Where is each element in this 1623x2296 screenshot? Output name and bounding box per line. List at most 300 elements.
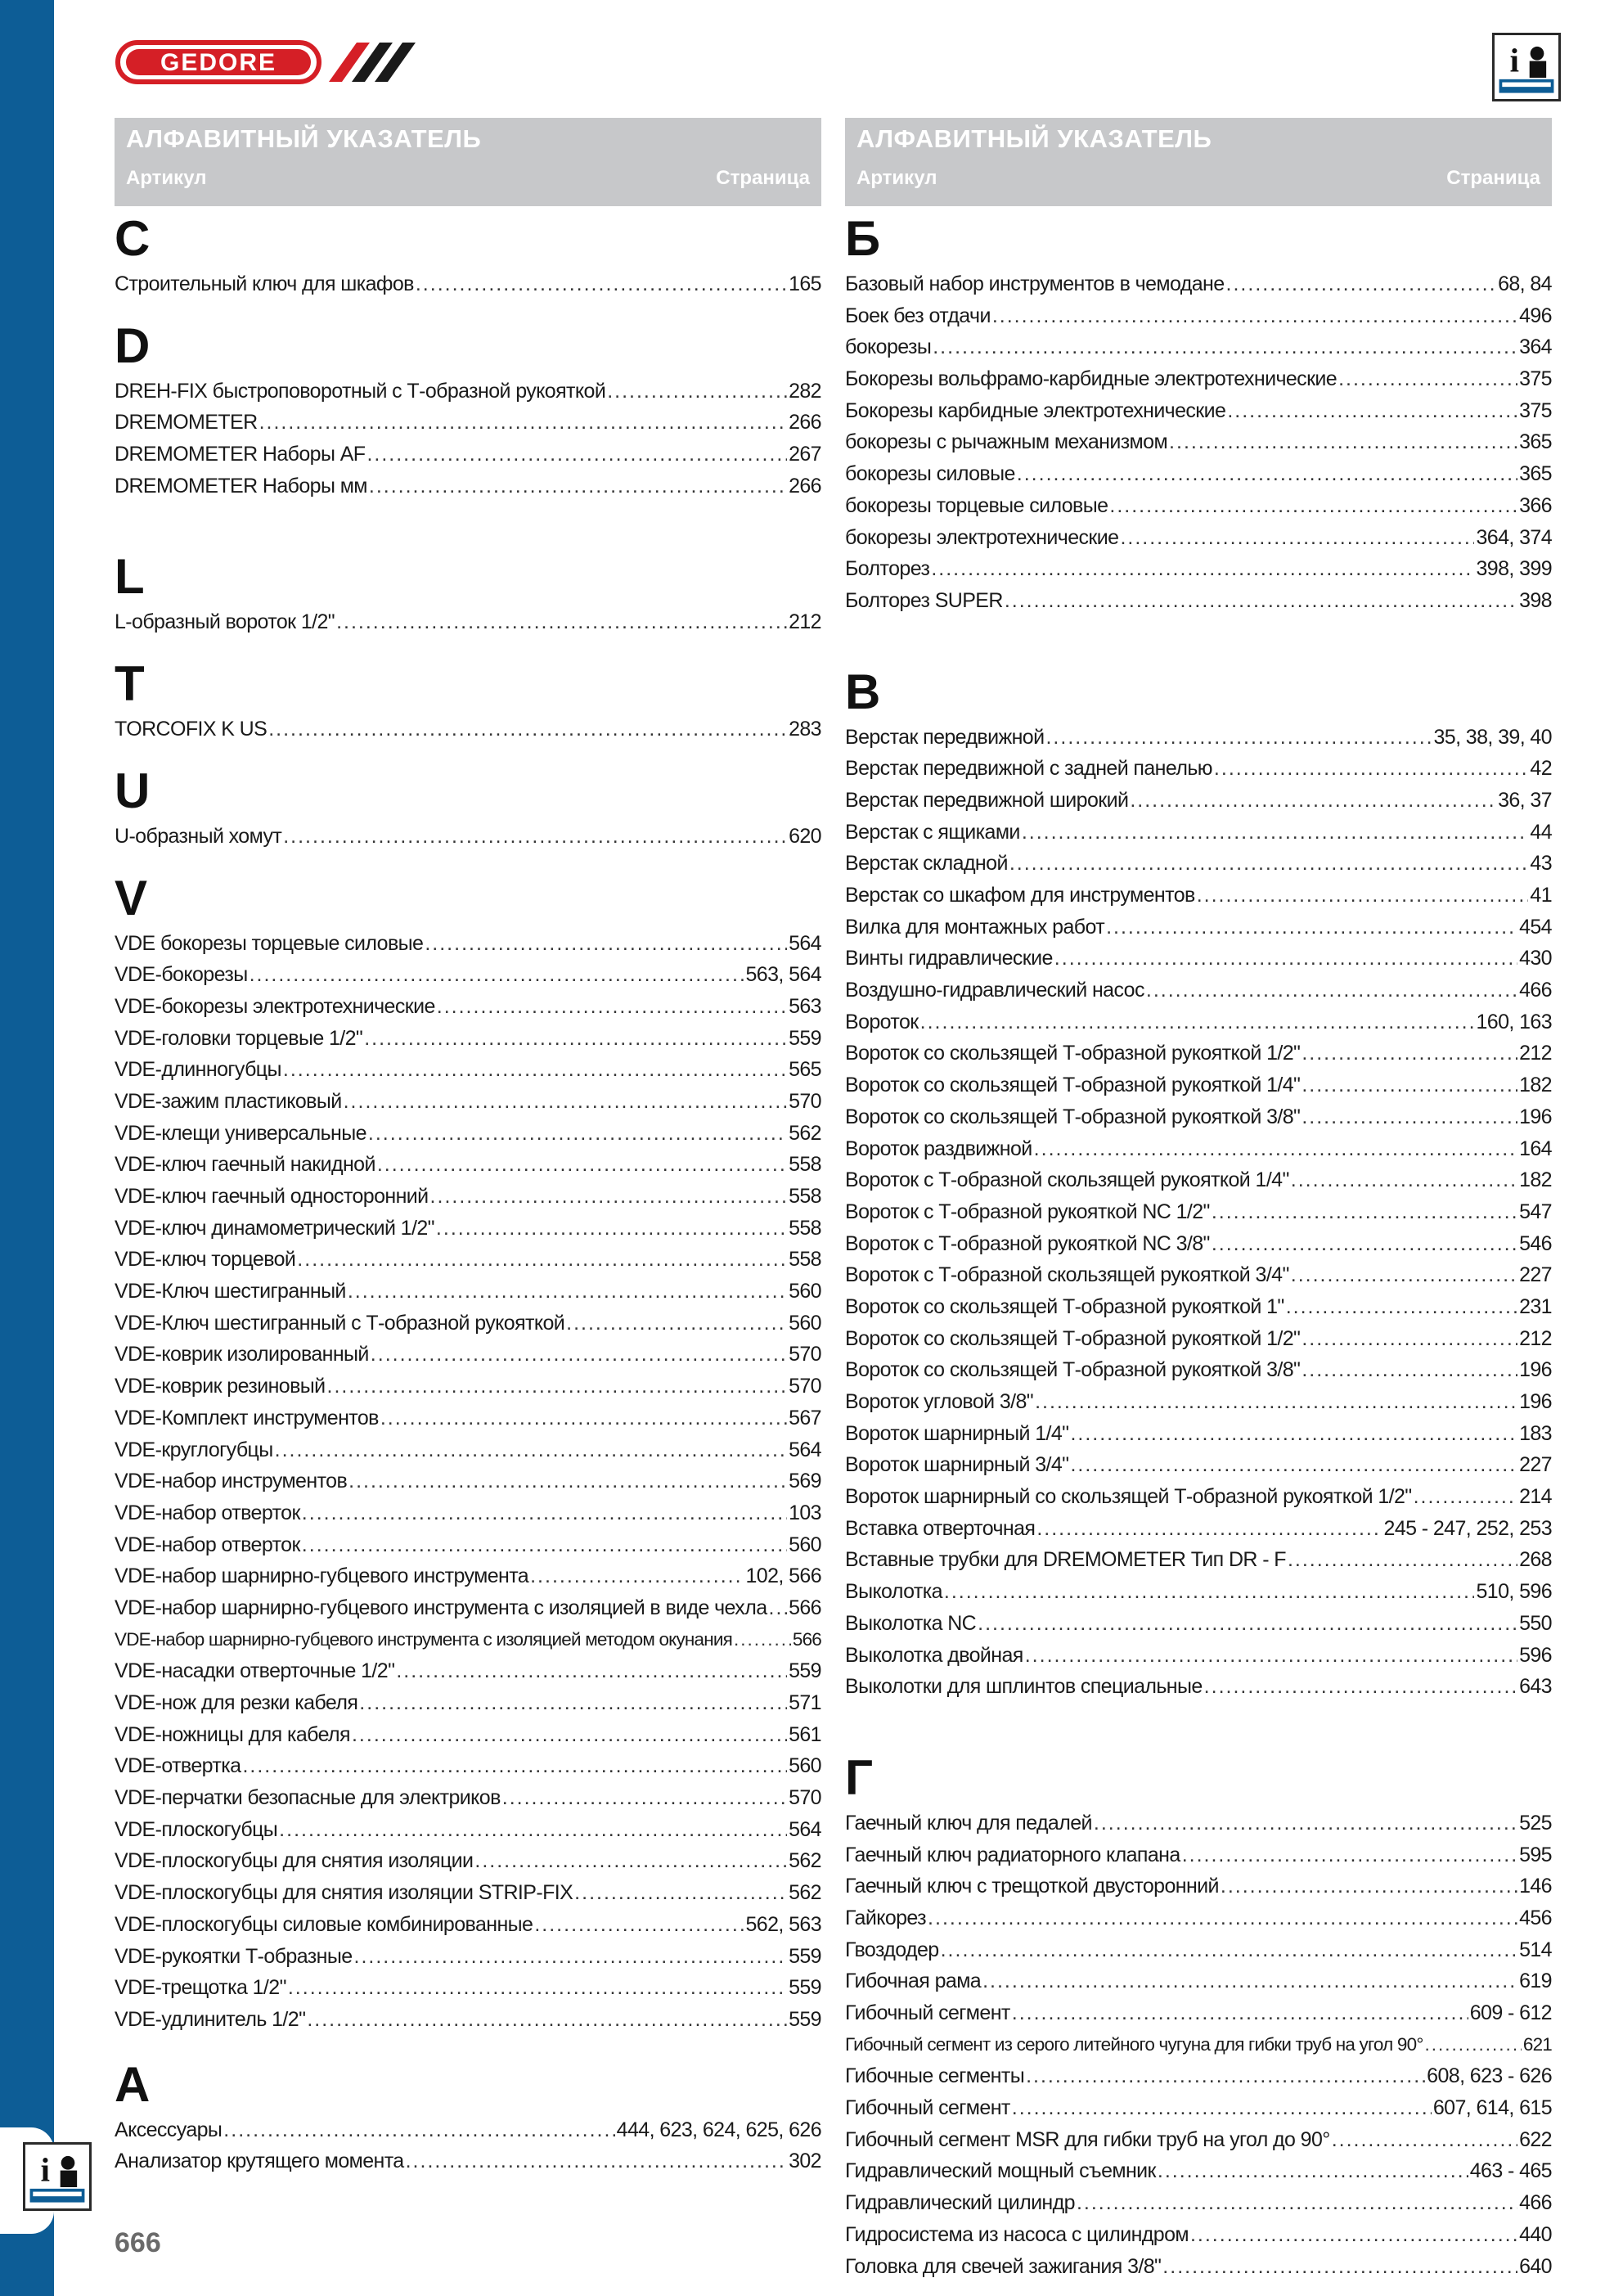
index-entry <box>845 553 1552 585</box>
index-entry <box>115 1529 821 1561</box>
section-letter: T <box>115 656 145 712</box>
index-entry <box>845 1576 1552 1608</box>
entry-label: VDE-бокорезы <box>115 963 248 987</box>
index-entry <box>845 1386 1552 1418</box>
entry-page: 565 <box>789 1058 821 1082</box>
index-entry <box>115 1497 821 1529</box>
entry-page: 366 <box>1519 493 1552 517</box>
entry-label: U-образный хомут <box>115 824 282 848</box>
entry-page: 510, 596 <box>1476 1580 1552 1604</box>
entry-page: 268 <box>1519 1548 1552 1572</box>
entry-label: DREMOMETER Наборы AF <box>115 443 366 466</box>
entry-label: Гидросистема из насоса с цилиндром <box>845 2222 1189 2246</box>
index-entry <box>845 300 1552 332</box>
index-entry <box>845 2187 1552 2219</box>
entry-label: DREMOMETER Наборы мм <box>115 474 367 497</box>
entry-page: 267 <box>789 443 821 466</box>
dot-leader <box>1302 1354 1517 1386</box>
entry-page: 564 <box>789 1438 821 1461</box>
entry-label: Гидравлический цилиндр <box>845 2191 1075 2215</box>
index-entry <box>845 1997 1552 2029</box>
index-entry <box>115 1149 821 1181</box>
entry-page: 558 <box>789 1248 821 1272</box>
entry-page: 622 <box>1519 2127 1552 2151</box>
entry-label: Верстак с ящиками <box>845 820 1020 844</box>
column-page-label: Страница <box>1446 167 1540 189</box>
dot-leader <box>368 1118 787 1150</box>
entry-label: Вороток с Т-образной рукояткой NC 1/2" <box>845 1200 1210 1223</box>
dot-leader <box>534 1909 744 1941</box>
entry-label: VDE-Ключ шестигранный <box>115 1280 346 1303</box>
index-entry <box>115 1750 821 1782</box>
entry-page: 36, 37 <box>1498 788 1552 812</box>
entry-label: VDE-ножницы для кабеля <box>115 1722 350 1746</box>
index-entry <box>115 2114 821 2146</box>
index-entry <box>845 268 1552 300</box>
entry-label: VDE-ключ динамометрический 1/2" <box>115 1216 434 1240</box>
index-entry <box>845 426 1552 458</box>
dot-leader <box>437 991 787 1023</box>
entry-label: Головка для свечей зажигания 3/8" <box>845 2254 1162 2278</box>
entry-label: Воздушно-гидравлический насос <box>845 979 1144 1002</box>
index-section <box>115 762 821 853</box>
index-entry <box>845 2155 1552 2187</box>
dot-leader <box>1070 1418 1517 1450</box>
entry-page: 571 <box>789 1691 821 1714</box>
entry-label: Строительный ключ для шкафов <box>115 272 414 295</box>
entry-page: 68, 84 <box>1498 272 1552 295</box>
entry-page: 375 <box>1519 367 1552 391</box>
entry-page: 559 <box>789 2007 821 2031</box>
entry-page: 440 <box>1519 2222 1552 2246</box>
dot-leader <box>1338 363 1517 395</box>
entry-label: VDE-коврик резиновый <box>115 1375 326 1398</box>
entry-page: 621 <box>1522 2033 1552 2055</box>
dot-leader <box>377 1149 787 1181</box>
column-header <box>115 118 821 206</box>
entry-label: Вороток угловой 3/8" <box>845 1390 1034 1413</box>
dot-leader <box>1302 1069 1517 1101</box>
entry-label: VDE-клещи универсальные <box>115 1121 366 1145</box>
entry-page: 231 <box>1519 1294 1552 1318</box>
index-entry <box>845 722 1552 754</box>
dot-leader <box>1212 1228 1517 1260</box>
entry-label: Бокорезы карбидные электротехнические <box>845 398 1226 422</box>
entry-page: 183 <box>1519 1421 1552 1445</box>
dot-leader <box>931 553 1474 585</box>
entry-label: Выколотка двойная <box>845 1643 1023 1667</box>
index-entry <box>845 490 1552 522</box>
index-list <box>115 209 821 2177</box>
index-entry <box>845 1228 1552 1260</box>
entry-page: 559 <box>789 1026 821 1050</box>
index-entry <box>115 1465 821 1497</box>
dot-leader <box>1022 817 1529 849</box>
index-list <box>845 209 1552 2282</box>
index-entry <box>115 1972 821 2004</box>
entry-label: Выколотка <box>845 1580 942 1604</box>
entry-page: 560 <box>789 1311 821 1335</box>
index-entry <box>845 1038 1552 1069</box>
index-entry <box>845 1069 1552 1101</box>
dot-leader <box>1302 1038 1517 1069</box>
dot-leader <box>430 1181 788 1213</box>
entry-label: Гибочная рама <box>845 1970 982 1993</box>
dot-leader <box>348 1465 787 1497</box>
entry-page: 558 <box>789 1185 821 1208</box>
section-letter: В <box>845 664 881 719</box>
index-entry <box>845 1902 1552 1934</box>
entry-label: Гидравлический мощный съемник <box>845 2159 1156 2183</box>
entry-label: бокорезы силовые <box>845 462 1015 486</box>
entry-page: 570 <box>789 1089 821 1113</box>
entry-label: VDE-отвертка <box>115 1754 241 1778</box>
entry-page: 182 <box>1519 1168 1552 1192</box>
entry-page: 566 <box>792 1628 821 1650</box>
entry-label: Болторез SUPER <box>845 588 1003 612</box>
index-entry <box>845 331 1552 363</box>
index-entry <box>115 1023 821 1055</box>
entry-page: 245 - 247, 252, 253 <box>1383 1516 1552 1540</box>
entry-page: 41 <box>1530 884 1552 907</box>
entry-label: VDE-Ключ шестигранный с Т-образной рукояткой <box>115 1311 565 1335</box>
entry-label: VDE-зажим пластиковый <box>115 1089 342 1113</box>
entry-label: Вороток со скользящей Т-образной рукояткой 3/8" <box>845 1105 1301 1128</box>
entry-page: 547 <box>1519 1200 1552 1223</box>
index-entry <box>115 407 821 439</box>
index-entry <box>845 1839 1552 1871</box>
index-entry <box>845 1196 1552 1228</box>
index-entry <box>115 714 821 745</box>
index-entry <box>115 2004 821 2036</box>
entry-label: L-образный вороток 1/2" <box>115 610 335 634</box>
entry-page: 466 <box>1519 979 1552 1002</box>
dot-leader <box>1288 1544 1517 1576</box>
entry-label: VDE-насадки отверточные 1/2" <box>115 1659 395 1683</box>
dot-leader <box>502 1782 787 1814</box>
entry-page: 558 <box>789 1216 821 1240</box>
entry-label: Вороток шарнирный 3/4" <box>845 1453 1069 1477</box>
entry-page: 570 <box>789 1343 821 1366</box>
entry-label: TORCOFIX K US <box>115 718 268 741</box>
entry-page: 227 <box>1519 1263 1552 1287</box>
dot-leader <box>1034 1133 1517 1165</box>
column-article-label: Артикул <box>856 167 937 189</box>
entry-page: 562 <box>789 1849 821 1873</box>
entry-page: 266 <box>789 474 821 497</box>
index-section <box>115 655 821 745</box>
dot-leader <box>1286 1291 1517 1323</box>
entry-label: VDE-бокорезы электротехнические <box>115 994 435 1018</box>
entry-label: DREH-FIX быстроповоротный с Т-образной рукояткой <box>115 379 606 403</box>
index-entry <box>115 268 821 300</box>
dot-leader <box>406 2145 787 2177</box>
entry-label: VDE-набор шарнирно-губцевого инструмента с изоляцией в виде чехла <box>115 1596 767 1619</box>
dot-leader <box>1070 1449 1517 1481</box>
dot-leader <box>279 1814 787 1846</box>
index-entry <box>115 1592 821 1624</box>
entry-page: 212 <box>789 610 821 634</box>
index-entry <box>845 2060 1552 2092</box>
entry-page: 196 <box>1519 1390 1552 1413</box>
dot-leader <box>933 331 1517 363</box>
entry-label: Гибочный сегмент <box>845 2096 1010 2120</box>
gedore-logo <box>115 38 425 87</box>
left-sidebar-band <box>0 0 54 2296</box>
entry-page: 42 <box>1530 757 1552 781</box>
dot-leader <box>1036 1513 1382 1545</box>
svg-text:i: i <box>1509 42 1519 79</box>
index-entry <box>115 1845 821 1877</box>
index-entry <box>115 606 821 638</box>
entry-label: VDE-круглогубцы <box>115 1438 273 1461</box>
section-letter: U <box>115 763 151 818</box>
entry-label: Вилка для монтажных работ <box>845 915 1105 939</box>
entry-label: VDE-ключ торцевой <box>115 1248 296 1272</box>
dot-leader <box>283 821 787 853</box>
entry-page: 160, 163 <box>1476 1010 1552 1033</box>
dot-leader <box>1035 1386 1517 1418</box>
entry-label: VDE-головки торцевые 1/2" <box>115 1026 363 1050</box>
dot-leader <box>1005 585 1517 617</box>
entry-page: 266 <box>789 411 821 434</box>
index-section <box>845 1749 1552 2282</box>
section-letter: Г <box>845 1749 874 1805</box>
index-entry <box>845 1481 1552 1513</box>
dot-leader <box>1169 426 1517 458</box>
dot-leader <box>1045 722 1432 754</box>
index-entry <box>115 1086 821 1118</box>
dot-leader <box>1109 490 1517 522</box>
entry-label: VDE-набор отверток <box>115 1501 300 1524</box>
entry-page: 570 <box>789 1786 821 1810</box>
entry-page: 559 <box>789 1976 821 2000</box>
entry-label: Вороток <box>845 1010 919 1033</box>
entry-page: 550 <box>1519 1611 1552 1635</box>
entry-label: Вороток с Т-образной скользящей рукояткой 1/4" <box>845 1168 1289 1192</box>
entry-page: 302 <box>789 2150 821 2173</box>
index-entry <box>115 1655 821 1687</box>
index-section <box>115 547 821 638</box>
index-entry <box>115 1244 821 1276</box>
index-entry <box>115 1118 821 1150</box>
dot-leader <box>574 1877 787 1909</box>
dot-leader <box>530 1560 744 1592</box>
entry-label: VDE-набор инструментов <box>115 1470 348 1493</box>
entry-label: Верстак передвижной широкий <box>845 788 1129 812</box>
entry-page: 514 <box>1519 1938 1552 1961</box>
dot-leader <box>1332 2124 1517 2156</box>
dot-leader <box>1291 1164 1517 1196</box>
index-entry <box>845 1671 1552 1703</box>
dot-leader <box>941 1934 1517 1966</box>
entry-label: VDE-плоскогубцы для снятия изоляции STRIP-FIX <box>115 1881 573 1905</box>
entry-label: Гаечный ключ для педалей <box>845 1811 1092 1835</box>
dot-leader <box>1012 2092 1432 2124</box>
dot-leader <box>1106 912 1517 943</box>
entry-label: VDE бокорезы торцевые силовые <box>115 931 424 955</box>
dot-leader <box>1221 1871 1517 1902</box>
entry-page: 444, 623, 624, 625, 626 <box>616 2118 821 2141</box>
entry-page: 212 <box>1519 1042 1552 1065</box>
dot-leader <box>380 1402 787 1434</box>
dot-leader <box>1414 1481 1518 1513</box>
index-entry <box>115 1054 821 1086</box>
entry-label: VDE-ключ гаечный накидной <box>115 1153 375 1177</box>
index-entry <box>845 880 1552 912</box>
entry-page: 570 <box>789 1375 821 1398</box>
entry-page: 365 <box>1519 462 1552 486</box>
entry-page: 564 <box>789 1817 821 1841</box>
entry-page: 43 <box>1530 852 1552 876</box>
dot-leader <box>1146 975 1517 1006</box>
index-entry <box>115 1814 821 1846</box>
dot-leader <box>348 1276 787 1308</box>
dot-leader <box>344 1086 787 1118</box>
index-entry <box>845 912 1552 943</box>
dot-leader <box>978 1608 1517 1640</box>
index-entry <box>845 1449 1552 1481</box>
index-entry <box>115 1213 821 1245</box>
entry-page: 282 <box>789 379 821 403</box>
index-entry <box>115 1782 821 1814</box>
entry-label: DREMOMETER <box>115 411 258 434</box>
entry-label: Гаечный ключ с трещоткой двусторонний <box>845 1875 1219 1898</box>
entry-page: 560 <box>789 1754 821 1778</box>
entry-page: 35, 38, 39, 40 <box>1433 725 1552 749</box>
entry-page: 564 <box>789 931 821 955</box>
entry-page: 562 <box>789 1881 821 1905</box>
entry-label: Гибочный сегмент MSR для гибки труб на угол до 90° <box>845 2127 1330 2151</box>
dot-leader <box>354 1941 788 1973</box>
index-entry <box>115 1434 821 1466</box>
dot-leader <box>1025 1640 1517 1672</box>
index-entry <box>845 975 1552 1006</box>
index-entry <box>845 585 1552 617</box>
dot-leader <box>1120 522 1474 554</box>
entry-label: Винты гидравлические <box>845 947 1053 970</box>
index-entry <box>845 1354 1552 1386</box>
entry-label: Болторез <box>845 557 930 581</box>
entry-page: 619 <box>1519 1970 1552 1993</box>
entry-label: Боек без отдачи <box>845 304 991 327</box>
index-entry <box>115 1624 821 1656</box>
entry-label: Выколотки для шплинтов специальные <box>845 1675 1203 1699</box>
dot-leader <box>297 1244 787 1276</box>
entry-page: 103 <box>789 1501 821 1524</box>
entry-label: VDE-длинногубцы <box>115 1058 281 1082</box>
dot-leader <box>327 1371 788 1402</box>
entry-page: 454 <box>1519 915 1552 939</box>
dot-leader <box>302 1497 787 1529</box>
entry-label: VDE-ключ гаечный односторонний <box>115 1185 429 1208</box>
entry-page: 496 <box>1519 304 1552 327</box>
entry-page: 430 <box>1519 947 1552 970</box>
entry-label: VDE-набор шарнирно-губцевого инструмента <box>115 1564 529 1588</box>
entry-page: 563, 564 <box>745 963 821 987</box>
index-entry <box>115 470 821 502</box>
index-entry <box>845 785 1552 817</box>
entry-page: 558 <box>789 1153 821 1177</box>
entry-page: 364 <box>1519 335 1552 359</box>
dot-leader <box>1212 1196 1517 1228</box>
entry-page: 643 <box>1519 1675 1552 1699</box>
entry-page: 560 <box>789 1280 821 1303</box>
index-entry <box>115 1719 821 1751</box>
section-letter: V <box>115 870 148 925</box>
dot-leader <box>369 470 787 502</box>
entry-page: 560 <box>789 1533 821 1556</box>
entry-page: 607, 614, 615 <box>1432 2096 1552 2120</box>
dot-leader <box>275 1434 787 1466</box>
entry-page: 620 <box>789 824 821 848</box>
entry-label: VDE-плоскогубцы <box>115 1817 278 1841</box>
index-entry <box>845 1640 1552 1672</box>
index-entry <box>115 1339 821 1371</box>
dot-leader <box>1182 1839 1517 1871</box>
column-title: АЛФАВИТНЫЙ УКАЗАТЕЛЬ <box>856 124 1212 153</box>
dot-leader <box>992 300 1517 332</box>
entry-page: 283 <box>789 718 821 741</box>
entry-page: 608, 623 - 626 <box>1427 2064 1552 2088</box>
index-entry <box>845 2251 1552 2283</box>
index-entry <box>845 2092 1552 2124</box>
entry-label: Верстак со шкафом для инструментов <box>845 884 1195 907</box>
entry-label: VDE-плоскогубцы для снятия изоляции <box>115 1849 474 1873</box>
index-entry <box>845 1513 1552 1545</box>
dot-leader <box>734 1624 791 1656</box>
dot-leader <box>1302 1323 1517 1355</box>
entry-label: Бокорезы вольфрамо-карбидные электротехнические <box>845 367 1338 391</box>
entry-label: Вороток со скользящей Т-образной рукояткой 1/2" <box>845 1326 1301 1350</box>
column-title: АЛФАВИТНЫЙ УКАЗАТЕЛЬ <box>126 124 482 153</box>
index-entry <box>115 991 821 1023</box>
entry-label: VDE-трещотка 1/2" <box>115 1976 286 2000</box>
info-person-icon <box>1492 33 1561 101</box>
dot-leader <box>371 1339 787 1371</box>
entry-label: Верстак передвижной с задней панелью <box>845 757 1212 781</box>
index-entry <box>845 1259 1552 1291</box>
dot-leader <box>944 1576 1475 1608</box>
dot-leader <box>1054 943 1517 975</box>
index-section <box>115 317 821 502</box>
entry-page: 563 <box>789 994 821 1018</box>
index-entry <box>845 1965 1552 1997</box>
entry-page: 609 - 612 <box>1469 2001 1552 2024</box>
entry-label: Вороток со скользящей Т-образной рукояткой 1/4" <box>845 1074 1301 1097</box>
entry-page: 364, 374 <box>1476 525 1552 549</box>
entry-page: 567 <box>789 1406 821 1429</box>
entry-page: 561 <box>789 1722 821 1746</box>
entry-label: Верстак складной <box>845 852 1008 876</box>
index-section <box>845 663 1552 1703</box>
index-column-right <box>845 118 1552 2282</box>
index-entry <box>115 1909 821 1941</box>
dot-leader <box>982 1965 1517 1997</box>
index-entry <box>845 458 1552 490</box>
dot-leader <box>1302 1101 1517 1133</box>
dot-leader <box>1158 2155 1468 2187</box>
index-entry <box>115 1687 821 1719</box>
index-entry <box>845 1934 1552 1966</box>
entry-label: Верстак передвижной <box>845 725 1045 749</box>
entry-label: Анализатор крутящего момента <box>115 2150 404 2173</box>
index-entry <box>845 753 1552 785</box>
entry-page: 596 <box>1519 1643 1552 1667</box>
entry-label: бокорезы <box>845 335 932 359</box>
entry-label: Вставные трубки для DREMOMETER Тип DR - F <box>845 1548 1286 1572</box>
entry-label: Вороток со скользящей Т-образной рукояткой 1" <box>845 1294 1284 1318</box>
